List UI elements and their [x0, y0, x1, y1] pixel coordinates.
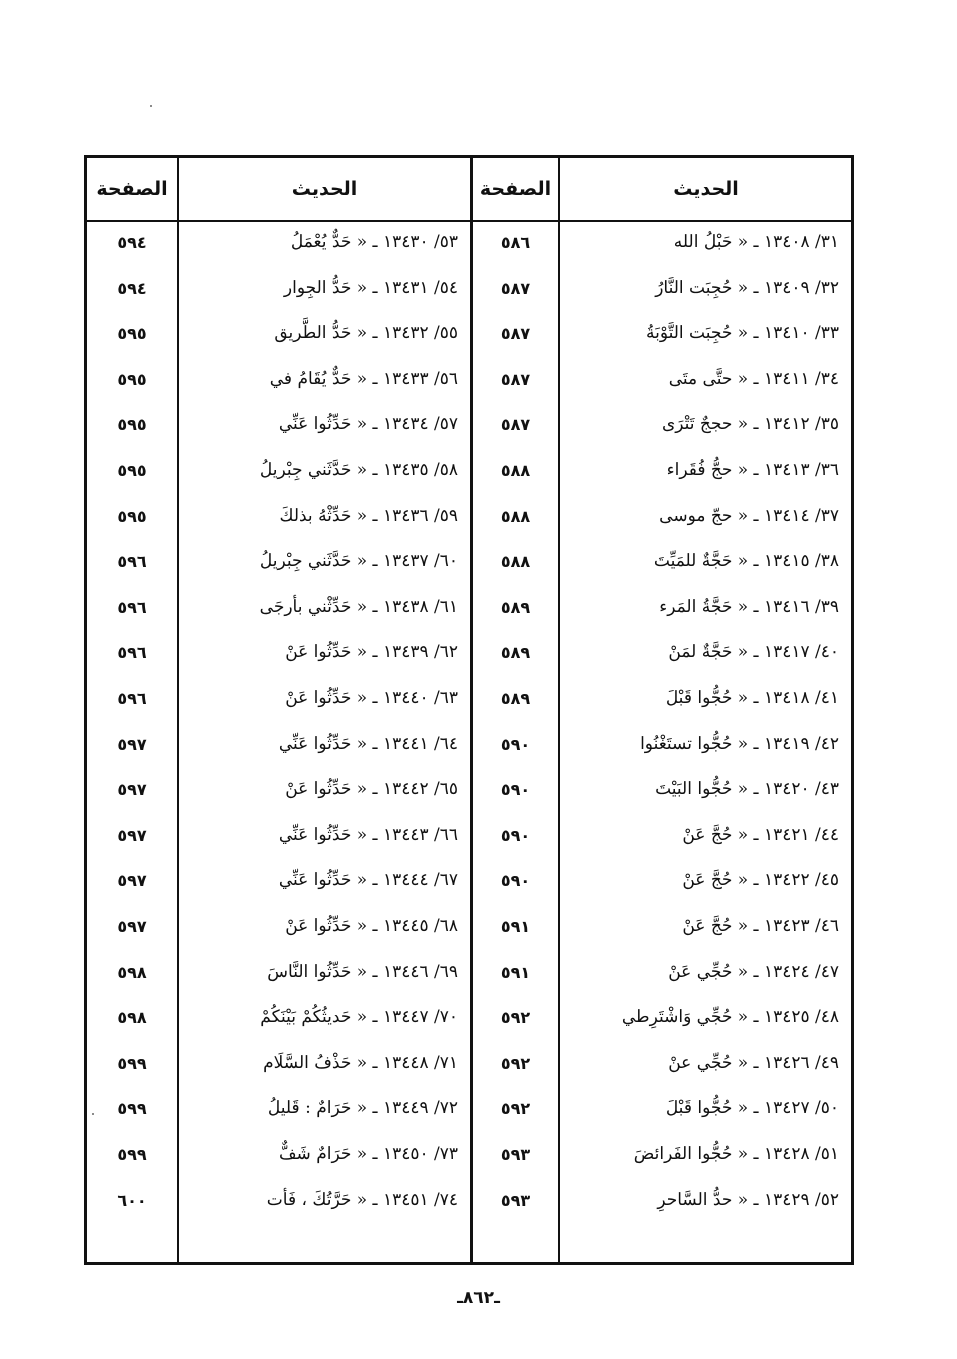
- header-page-right: الصفحة: [479, 178, 552, 200]
- page-ref: ٦٠٠: [117, 1190, 147, 1210]
- page-ref: ٥٩٥: [117, 414, 147, 434]
- hadith-entry: ٦٣/ ١٣٤٤٠ ـ « حَدِّثُوا عَنْ: [285, 688, 458, 708]
- hadith-entry: ٣٥/ ١٣٤١٢ ـ « حججٌ تَتْرَى: [661, 414, 839, 434]
- page-ref: ٥٩٥: [117, 460, 147, 480]
- hadith-entry: ٤٦/ ١٣٤٢٣ ـ « حُجَّ عَنْ: [682, 916, 839, 936]
- hadith-entry: ٣٢/ ١٣٤٠٩ ـ « حُجِبَت النَّارُ: [655, 278, 839, 298]
- page-ref: ٥٩٢: [500, 1053, 531, 1073]
- hadith-entry: ٦٦/ ١٣٤٤٣ ـ « حَدِّثُوا عَنِّي: [278, 825, 458, 845]
- scan-speck: [92, 1113, 94, 1115]
- hadith-entry: ٥١/ ١٣٤٢٨ ـ « حُجُّوا الفَرائضَ: [633, 1144, 839, 1164]
- page-ref: ٥٩٣: [500, 1190, 531, 1210]
- header-hadith-right: الحديث: [673, 178, 739, 200]
- page-ref: ٥٩٢: [500, 1007, 531, 1027]
- hadith-entry: ٣٨/ ١٣٤١٥ ـ « حَجَّةٌ للمَيِّتَ: [653, 551, 839, 571]
- index-table: [84, 155, 854, 1265]
- hadith-entry: ٧٤/ ١٣٤٥١ ـ « حَرَّتُكَ ، فَأت: [266, 1190, 458, 1210]
- hadith-entry: ٥٤/ ١٣٤٣١ ـ « حَدُّ الجِوار: [283, 278, 458, 298]
- page-ref: ٥٩٤: [117, 232, 147, 252]
- hadith-entry: ٥٧/ ١٣٤٣٤ ـ « حَدِّثُوا عَنِّي: [278, 414, 458, 434]
- page-ref: ٥٩٤: [117, 278, 147, 298]
- page-ref: ٥٨٧: [500, 278, 531, 298]
- hadith-entry: ٣٩/ ١٣٤١٦ ـ « حَجَّةُ المَرء: [659, 597, 839, 617]
- page-ref: ٥٩٥: [117, 506, 147, 526]
- page-ref: ٥٩٧: [117, 916, 147, 936]
- page-ref: ٥٨٨: [500, 506, 531, 526]
- page-ref: ٥٩٢: [500, 1098, 531, 1118]
- hadith-entry: ٥٨/ ١٣٤٣٥ ـ « حَدَّثَني جِبْريلُ: [259, 460, 458, 480]
- hadith-entry: ٤٥/ ١٣٤٢٢ ـ « حُجَّ عَنْ: [682, 870, 839, 890]
- hadith-entry: ٦٧/ ١٣٤٤٤ ـ « حَدِّثُوا عَنِّي: [278, 870, 458, 890]
- page-ref: ٥٨٨: [500, 551, 531, 571]
- page-ref: ٥٩٧: [117, 825, 147, 845]
- page-ref: ٥٩٠: [500, 870, 531, 890]
- page-ref: ٥٩٠: [500, 734, 531, 754]
- hadith-entry: ٤٧/ ١٣٤٢٤ ـ « حُجِّي عَنْ: [668, 962, 839, 982]
- hadith-entry: ٦٠/ ١٣٤٣٧ ـ « حَدَّثَني جِبْريلُ: [259, 551, 458, 571]
- hadith-entry: ٣٤/ ١٣٤١١ ـ « حتَّى متَى: [668, 369, 839, 389]
- hadith-entry: ٤٩/ ١٣٤٢٦ ـ « حُجِّي عنْ: [668, 1053, 839, 1073]
- page-ref: ٥٩٦: [117, 642, 147, 662]
- page-ref: ٥٩٧: [117, 734, 147, 754]
- hadith-entry: ٤٠/ ١٣٤١٧ ـ « حَجَّةٌ لمَنْ: [668, 642, 839, 662]
- page-ref: ٥٨٩: [500, 597, 531, 617]
- hadith-entry: ٧٢/ ١٣٤٤٩ ـ « حَرَامٌ : قَليلُ: [267, 1098, 458, 1118]
- page-ref: ٥٩١: [500, 916, 531, 936]
- page-ref: ٥٩٠: [500, 825, 531, 845]
- page-ref: ٥٩٩: [117, 1053, 147, 1073]
- hadith-entry: ٧٠/ ١٣٤٤٧ ـ « حَديثُكُمْ بَيْنَكُمْ: [260, 1007, 458, 1027]
- page-ref: ٥٨٦: [500, 232, 531, 252]
- page-number: ـ٨٦٢ـ: [457, 1288, 500, 1308]
- page-ref: ٥٩٩: [117, 1098, 147, 1118]
- header-page-left: الصفحة: [96, 178, 168, 200]
- hadith-entry: ٥٣/ ١٣٤٣٠ ـ « حَدٌّ يُعْمَلُ: [290, 232, 458, 252]
- page-ref: ٥٩٩: [117, 1144, 147, 1164]
- hadith-entry: ٤٢/ ١٣٤١٩ ـ « حُجُّوا تستَغْنُوا: [640, 734, 839, 754]
- page-ref: ٥٩٦: [117, 688, 147, 708]
- hadith-entry: ٤٨/ ١٣٤٢٥ ـ « حُجِّي وَاشْتَرِطي: [621, 1007, 839, 1027]
- hadith-entry: ٦٤/ ١٣٤٤١ ـ « حَدِّثُوا عَنِّي: [278, 734, 458, 754]
- page-ref: ٥٩٥: [117, 323, 147, 343]
- hadith-entry: ٤٤/ ١٣٤٢١ ـ « حُجَّ عَنْ: [682, 825, 839, 845]
- hadith-entry: ٤١/ ١٣٤١٨ ـ « حُجُّوا قَبْلَ: [665, 688, 839, 708]
- hadith-entry: ٦٥/ ١٣٤٤٢ ـ « حَدِّثُوا عَنْ: [285, 779, 458, 799]
- column-divider: [558, 158, 560, 1262]
- page-ref: ٥٩٣: [500, 1144, 531, 1164]
- page-ref: ٥٩٧: [117, 779, 147, 799]
- page-ref: ٥٩٦: [117, 551, 147, 571]
- hadith-entry: ٦١/ ١٣٤٣٨ ـ « حَدِّثْني بأرجَى: [259, 597, 458, 617]
- page-ref: ٥٨٩: [500, 642, 531, 662]
- hadith-entry: ٧٣/ ١٣٤٥٠ ـ « حَرَامٌ شَفٌّ: [278, 1144, 458, 1164]
- hadith-entry: ٦٩/ ١٣٤٤٦ ـ « حَدِّثُوا النَّاسَ: [267, 962, 458, 982]
- page-ref: ٥٨٧: [500, 323, 531, 343]
- hadith-entry: ٥٥/ ١٣٤٣٢ ـ « حَدُّ الطَّريق: [274, 323, 458, 343]
- page-ref: ٥٩٨: [117, 1007, 147, 1027]
- page-ref: ٥٨٨: [500, 460, 531, 480]
- page-ref: ٥٩٨: [117, 962, 147, 982]
- hadith-entry: ٥٦/ ١٣٤٣٣ ـ « حَدٌّ يُقَامُ في: [269, 369, 458, 389]
- page-ref: ٥٩٥: [117, 369, 147, 389]
- hadith-entry: ٥٠/ ١٣٤٢٧ ـ « حُجُّوا قَبْلَ: [665, 1098, 839, 1118]
- page-ref: ٥٩٠: [500, 779, 531, 799]
- hadith-entry: ٥٢/ ١٣٤٢٩ ـ « حدُّ السَّاحرِ: [657, 1190, 839, 1210]
- hadith-entry: ٥٩/ ١٣٤٣٦ ـ « حَدِّثْهُ بذلكَ: [279, 506, 458, 526]
- header-hadith-left: الحديث: [291, 178, 358, 200]
- page-ref: ٥٩٦: [117, 597, 147, 617]
- page-ref: ٥٨٧: [500, 369, 531, 389]
- scan-speck: [150, 105, 152, 107]
- hadith-entry: ٣٣/ ١٣٤١٠ ـ « حُجِبَت التَّوْبَةُ: [645, 323, 839, 343]
- hadith-entry: ٣٦/ ١٣٤١٣ ـ « حجُّ فُقَراء: [666, 460, 839, 480]
- hadith-entry: ٧١/ ١٣٤٤٨ ـ « حَذْفُ السَّلَام: [263, 1053, 458, 1073]
- page-ref: ٥٩٧: [117, 870, 147, 890]
- page-ref: ٥٨٩: [500, 688, 531, 708]
- hadith-entry: ٣٧/ ١٣٤١٤ ـ « حجّ موسى: [659, 506, 839, 526]
- hadith-entry: ٣١/ ١٣٤٠٨ ـ « حَبْلُ الله: [673, 232, 839, 252]
- hadith-entry: ٦٢/ ١٣٤٣٩ ـ « حَدِّثُوا عَنْ: [285, 642, 458, 662]
- page-ref: ٥٩١: [500, 962, 531, 982]
- hadith-entry: ٦٨/ ١٣٤٤٥ ـ « حَدِّثُوا عَنْ: [285, 916, 458, 936]
- page-ref: ٥٨٧: [500, 414, 531, 434]
- hadith-entry: ٤٣/ ١٣٤٢٠ ـ « حُجُّوا البَيْتَ: [655, 779, 839, 799]
